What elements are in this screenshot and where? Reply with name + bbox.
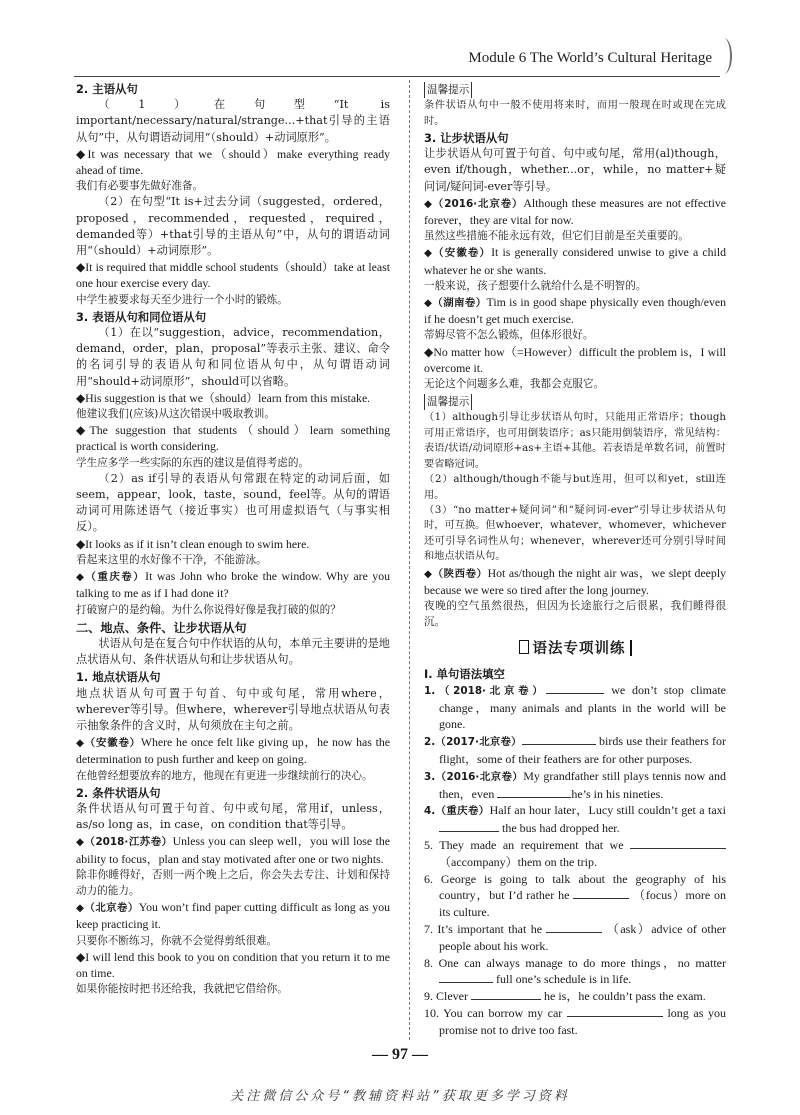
column-divider <box>409 80 410 1040</box>
training-title <box>424 640 726 657</box>
answer-blank[interactable] <box>630 837 726 849</box>
example-zh: 虽然这些措施不能永远有效，但它们目前是至关重要的。 <box>424 230 689 243</box>
answer-blank[interactable] <box>497 786 571 798</box>
example-en: ◆I will lend this book to you on condition that you return it to me on time. <box>76 949 390 980</box>
example-text: Hot as/though the night air was，we slept deeply because we were so tired after the long journey. <box>424 565 726 597</box>
question <box>424 837 726 871</box>
example-zh: 在他曾经想要放弃的地方，他现在有更进一步继续前行的决心。 <box>76 769 373 782</box>
question-text: long as you promise not to drive too fast. <box>439 1005 726 1037</box>
tip-text: （2）although/though不能与but连用，但可以和yet，still连用。 <box>424 474 726 501</box>
example-en <box>424 195 726 228</box>
example-zh: 打破窗户的是约翰。为什么你说得好像是我打破的似的？ <box>76 603 341 616</box>
question-text: 5. They made an requirement that we <box>424 837 624 852</box>
example-en: ◆No matter how（=However）difficult the problem is，I will overcome it. <box>424 344 726 375</box>
example-en: ◆It looks as if it isn’t clean enough to swim here. <box>76 536 310 551</box>
example-text: Where he once felt like giving up，he now has the determination to push further and keep on going. <box>76 735 390 767</box>
question-text: 8. One can always manage to do more things，no matter <box>424 955 726 970</box>
exam-source: ◆（安徽卷） <box>76 737 141 750</box>
paragraph: （2）as if引导的表语从句常跟在特定的动词后面，如seem，appear，look，taste，sound，feel等。从句的谓语动词可用陈述语气（接近事实）也可用虚拟语气（与事实相反）。 <box>76 471 390 534</box>
question-text: 7. It’s important that he <box>424 921 543 936</box>
example-en <box>76 833 390 866</box>
question-text: My grandfather still plays tennis now and then，even <box>439 768 726 801</box>
question <box>424 988 726 1005</box>
tip-text: 条件状语从句中一般不使用将来时，而用一般现在时或现在完成时。 <box>424 100 726 127</box>
header-arc-decoration <box>716 38 732 74</box>
example-zh: 只要你不断练习，你就不会觉得剪纸很难。 <box>76 934 278 947</box>
question-text: 10. You can borrow my car <box>424 1005 563 1020</box>
question-source: 1.（2018·北京卷） <box>424 684 547 697</box>
tip-title: 温馨提示 <box>424 82 472 98</box>
section-heading: 二、地点、条件、让步状语从句 <box>76 620 247 635</box>
paragraph: 条件状语从句可置于句首、句中或句尾，常用if，unless，as/so long as，in case，on condition that等引导。 <box>76 801 390 832</box>
answer-blank[interactable] <box>439 971 493 983</box>
example-text: It is generally considered unwise to give a child whatever he or she wants. <box>424 245 726 277</box>
question-source: 2.（2017·北京卷） <box>424 736 522 749</box>
example-en <box>76 899 390 932</box>
paragraph: 地点状语从句可置于句首、句中或句尾，常用where，wherever等引导。但where，wherever引导地点状语从句表示抽象条件的含义时，从句须放在主句之前。 <box>76 686 390 732</box>
answer-blank[interactable] <box>471 988 541 1000</box>
question <box>424 921 726 955</box>
section-heading: 2. 条件状语从句 <box>76 785 161 800</box>
answer-blank[interactable] <box>546 682 604 694</box>
question-text: （ask）advice of other people about his work. <box>439 921 727 953</box>
question-source: 3.（2016·北京卷） <box>424 770 524 783</box>
question-text: （focus）more on its culture. <box>439 888 727 920</box>
paragraph: （2）在句型“It is+过去分词（suggested，ordered，proposed，recommended，requested，required，demanded等）+that引导的主语从句”中，从句的谓语动词用“（should）+动词原形”。 <box>76 195 390 258</box>
section-heading: 3. 表语从句和同位语从句 <box>76 309 207 324</box>
example-zh: 我们有必要事先做好准备。 <box>76 180 204 193</box>
paragraph: （1）在句型“It is important/necessary/natural/strange...+that引导的主语从句”中，从句谓语动词用“（should）+动词原形”。 <box>76 98 390 144</box>
section-heading: 3. 让步状语从句 <box>424 131 509 146</box>
example-text: Although these measures are not effective forever，they are vital for now. <box>424 195 726 228</box>
exam-source: ◆（安徽卷） <box>424 247 492 260</box>
exam-source: ◆（2016·北京卷） <box>424 197 524 210</box>
part-heading: Ⅰ. 单句语法填空 <box>424 666 505 681</box>
exam-source: ◆（北京卷） <box>76 902 139 915</box>
question-text: he’s in his nineties. <box>571 786 664 801</box>
question <box>424 733 726 768</box>
tip-text: （3）“no matter+疑问词”和“疑问词-ever”引导让步状语从句时，可互换。但whoever，whatever，whomever，whichever还可引导名词性从句；whenever，wherever还可分别引导时间和地点状语从句。 <box>424 504 726 563</box>
right-column <box>424 80 726 1038</box>
answer-blank[interactable] <box>546 921 602 933</box>
question <box>424 768 726 803</box>
question-text: the bus had dropped her. <box>502 821 620 836</box>
exam-source: ◆（陕西卷） <box>424 567 488 580</box>
question-text: full one’s schedule is in life. <box>496 972 632 987</box>
question <box>424 871 726 921</box>
footer-note: 关注微信公众号“教辅资料站”获取更多学习资料 <box>230 1089 570 1104</box>
exam-source: ◆（重庆卷） <box>76 571 146 584</box>
section-heading: 1. 地点状语从句 <box>76 670 161 685</box>
example-text: Unless you can sleep well，you will lose the ability to focus，plan and stay motivated after one or two nights. <box>76 834 391 866</box>
example-zh: 除非你睡得好，否则一两个晚上之后，你会失去专注、计划和保持动力的能力。 <box>76 868 390 897</box>
question-text: birds use their feathers for flight，some of their feathers are for other purposes. <box>439 734 727 766</box>
tip-title: 温馨提示 <box>424 394 472 410</box>
question <box>424 682 726 733</box>
example-en <box>76 734 390 767</box>
question-text: 9. Clever <box>424 989 468 1004</box>
example-text: Tim is in good shape physically even though/even if he doesn’t get much exercise. <box>424 295 726 327</box>
example-en <box>424 565 726 598</box>
answer-blank[interactable] <box>522 733 596 745</box>
question <box>424 955 726 989</box>
question-text: （accompany）them on the trip. <box>439 854 597 869</box>
example-zh: 一般来说，孩子想要什么就给什么是不明智的。 <box>424 279 647 292</box>
answer-blank[interactable] <box>567 1005 663 1017</box>
example-zh: 看起来这里的水好像不干净，不能游泳。 <box>76 553 267 566</box>
answer-blank[interactable] <box>573 887 629 899</box>
tip-text: （1）although引导让步状语从句时，只能用正常语序；though可用正常语序，也可用倒装语序；as只能用倒装语序，常见结构：表语/状语/动词原形+as+主语+其他。若表语是单数名词，前置时要省略冠词。 <box>424 412 726 470</box>
title-bar <box>630 640 632 656</box>
example-zh: 无论这个问题多么难，我都会克服它。 <box>424 378 605 391</box>
question <box>424 802 726 837</box>
example-zh: 如果你能按时把书还给我，我就把它借给你。 <box>76 983 288 996</box>
example-en: ◆It is required that middle school students（should）take at least one hour exercise every day. <box>76 260 390 291</box>
question <box>424 1005 726 1039</box>
bookmark-icon <box>519 640 529 654</box>
question-text: we don’t stop climate change，many animals and plants in the world will be gone. <box>439 682 726 732</box>
page-number: — 97 — <box>372 1046 428 1063</box>
running-header: Module 6 The World’s Cultural Heritage <box>468 50 712 66</box>
example-zh: 夜晚的空气虽然很热，但因为长途旅行之后很累，我们睡得很沉。 <box>424 599 726 629</box>
example-zh: 学生应多学一些实际的东西的建议是值得考虑的。 <box>76 456 310 469</box>
example-text: It was John who broke the window. Why are you talking to me as if I had done it? <box>76 569 390 601</box>
example-en: ◆The suggestion that students（should）learn something practical is worth considering. <box>76 423 390 454</box>
answer-blank[interactable] <box>439 820 499 832</box>
example-en <box>424 244 726 277</box>
example-en: ◆It was necessary that we（should）make everything ready ahead of time. <box>76 146 390 178</box>
example-zh: 中学生被要求每天至少进行一个小时的锻炼。 <box>76 293 288 306</box>
example-zh: 蒂姆尽管不怎么锻炼，但体形很好。 <box>424 329 594 342</box>
example-en <box>76 568 390 601</box>
exam-source: ◆（湖南卷） <box>424 297 487 310</box>
example-text: You won’t find paper cutting difficult as long as you keep practicing it. <box>76 900 391 932</box>
paragraph: 状语从句是在复合句中作状语的从句，本单元主要讲的是地点状语从句、条件状语从句和让步状语从句。 <box>76 636 390 667</box>
example-en: ◆His suggestion is that we（should）learn from this mistake. <box>76 390 371 405</box>
question-text: Half an hour later，Lucy still couldn’t get a taxi <box>489 803 726 818</box>
question-text: he is，he couldn’t pass the exam. <box>544 989 706 1004</box>
example-en <box>424 294 726 327</box>
section-heading: 2. 主语从句 <box>76 82 138 96</box>
header-rule <box>74 76 720 77</box>
paragraph: 让步状语从句可置于句首、句中或句尾，常用(al)though，even if/though，whether...or，while，no matter+疑问词/疑问词-ever等引导。 <box>424 147 726 193</box>
question-text: 6. George is going to talk about the geography of his country，but I’d rather he <box>424 871 726 903</box>
training-title-text: 语法专项训练 <box>532 641 626 658</box>
paragraph: （1）在以“suggestion，advice，recommendation，demand，order，plan，proposal”等表示主张、建议、命令的名词引导的表语从句和同位语从句中，从句谓语动词用“should+动词原形”，should可以省略。 <box>76 326 390 388</box>
left-column <box>76 80 390 997</box>
exam-source: ◆（2018·江苏卷） <box>76 836 173 849</box>
question-source: 4.（重庆卷） <box>424 805 490 818</box>
example-zh: 他建议我们(应该)从这次错误中吸取教训。 <box>76 408 275 421</box>
